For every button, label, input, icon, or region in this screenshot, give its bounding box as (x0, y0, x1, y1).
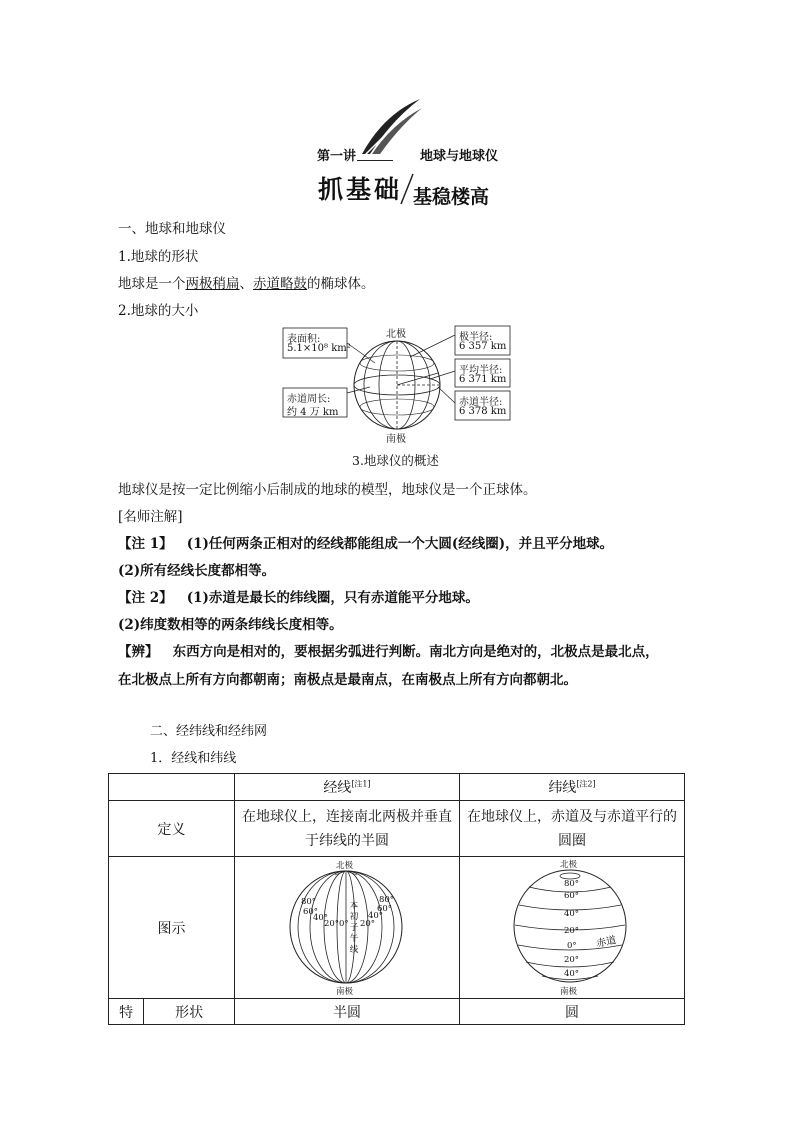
meridian-shape: 半圆 (234, 999, 459, 1025)
section2-sub: 1．经线和纬线 (150, 751, 237, 766)
equator-radius-value: 6 378 km (459, 406, 507, 417)
earth-size-figure (280, 323, 514, 443)
row-figure: 图示 (109, 857, 235, 999)
equator-length-label: 赤道周长: (287, 394, 331, 405)
meridian-figure-cell (234, 857, 459, 999)
fig2-n20: 20° (563, 926, 580, 936)
equator-length-value: 约 4 万 km (287, 407, 339, 418)
mean-radius-value: 6 371 km (459, 374, 507, 385)
row-shape: 形状 (144, 999, 235, 1025)
fig1-e80: 80° (378, 895, 395, 905)
polar-radius-label: 极半径: (459, 332, 493, 343)
area-value: 5.1×10⁸ km² (287, 343, 351, 354)
fig2-south: 南极 (559, 987, 577, 997)
col-meridian: 经线[注1] (234, 774, 459, 801)
fig2-north: 北极 (559, 860, 577, 870)
note1-b: (2)所有经线长度都相等。 (118, 563, 276, 579)
fig2-s20: 20° (563, 955, 580, 965)
mean-radius-label: 平均半径: (459, 365, 503, 376)
fig1-south: 南极 (335, 987, 353, 997)
parallel-shape: 圆 (459, 999, 684, 1025)
fig1-w20: 20° (323, 919, 340, 929)
fig1-e60: 60° (376, 904, 393, 914)
area-label: 表面积: (287, 334, 321, 345)
fig1-w80: 80° (300, 897, 317, 907)
section2-heading: 二、经纬线和经纬网 (150, 724, 268, 739)
lecture-number: 第一讲 (317, 149, 357, 164)
note2-b: (2)纬度数相等的两条纬线长度相等。 (118, 617, 343, 633)
table-corner (109, 774, 235, 801)
note1: 【注 1】 (1)任何两条正相对的经线都能组成一个大圆(经线圈)，并且平分地球。 (118, 536, 614, 552)
row-definition: 定义 (109, 801, 235, 857)
fig-north-pole: 北极 (386, 329, 406, 340)
globe-overview-text: 地球仪是按一定比例缩小后制成的地球的模型，地球仪是一个正球体。 (118, 482, 537, 498)
polar-radius-value: 6 357 km (459, 341, 507, 352)
equator-radius-label: 赤道半径: (459, 397, 503, 408)
bian-note: 【辨】 东西方向是相对的，要根据劣弧进行判断。南北方向是绝对的，北极点是最北点， (118, 644, 659, 660)
fig1-e20: 20° (359, 919, 376, 929)
banner-left: 抓基础 (318, 175, 403, 204)
col-parallel: 纬线[注2] (459, 774, 684, 801)
globe-overview-title: 3.地球仪的概述 (352, 453, 439, 468)
shape-title: 1.地球的形状 (118, 249, 199, 265)
note2: 【注 2】 (1)赤道是最长的纬线圈，只有赤道能平分地球。 (118, 590, 479, 606)
header-swoosh-logo (360, 96, 424, 160)
row-feature: 特 (109, 999, 144, 1025)
section1-heading: 一、地球和地球仪 (118, 221, 226, 237)
fig1-0: 0° (338, 919, 349, 929)
notes-title: [名师注解] (118, 509, 183, 525)
fig2-equator-label: 赤道 (595, 934, 618, 950)
banner-right: 基稳楼高 (413, 186, 490, 208)
fig1-w40: 40° (312, 913, 329, 923)
fig1-w60: 60° (302, 907, 319, 917)
fig2-s40: 40° (563, 969, 580, 979)
fig2-n80: 80° (563, 879, 580, 889)
header-rule (357, 160, 393, 161)
meridian-parallel-table (108, 773, 685, 1025)
fig1-prime-meridian-label: 本初子午线 (349, 901, 359, 955)
fig1-e40: 40° (367, 911, 384, 921)
parallel-definition: 在地球仪上，赤道及与赤道平行的圆圈 (459, 801, 684, 857)
shape-text: 地球是一个两极稍扁、赤道略鼓的椭球体。 (118, 276, 375, 292)
fig2-0: 0° (566, 941, 577, 951)
parallel-figure-cell (459, 857, 684, 999)
fig1-north: 北极 (335, 861, 353, 871)
fig2-n40: 40° (563, 909, 580, 919)
lecture-topic: 地球与地球仪 (420, 149, 499, 164)
fig2-n60: 60° (563, 891, 580, 901)
fig-south-pole: 南极 (386, 434, 406, 445)
meridian-definition: 在地球仪上，连接南北两极并垂直于纬线的半圆 (234, 801, 459, 857)
bian-note-cont: 在北极点上所有方向都朝南；南极点是最南点，在南极点上所有方向都朝北。 (118, 672, 577, 688)
size-title: 2.地球的大小 (118, 303, 199, 319)
